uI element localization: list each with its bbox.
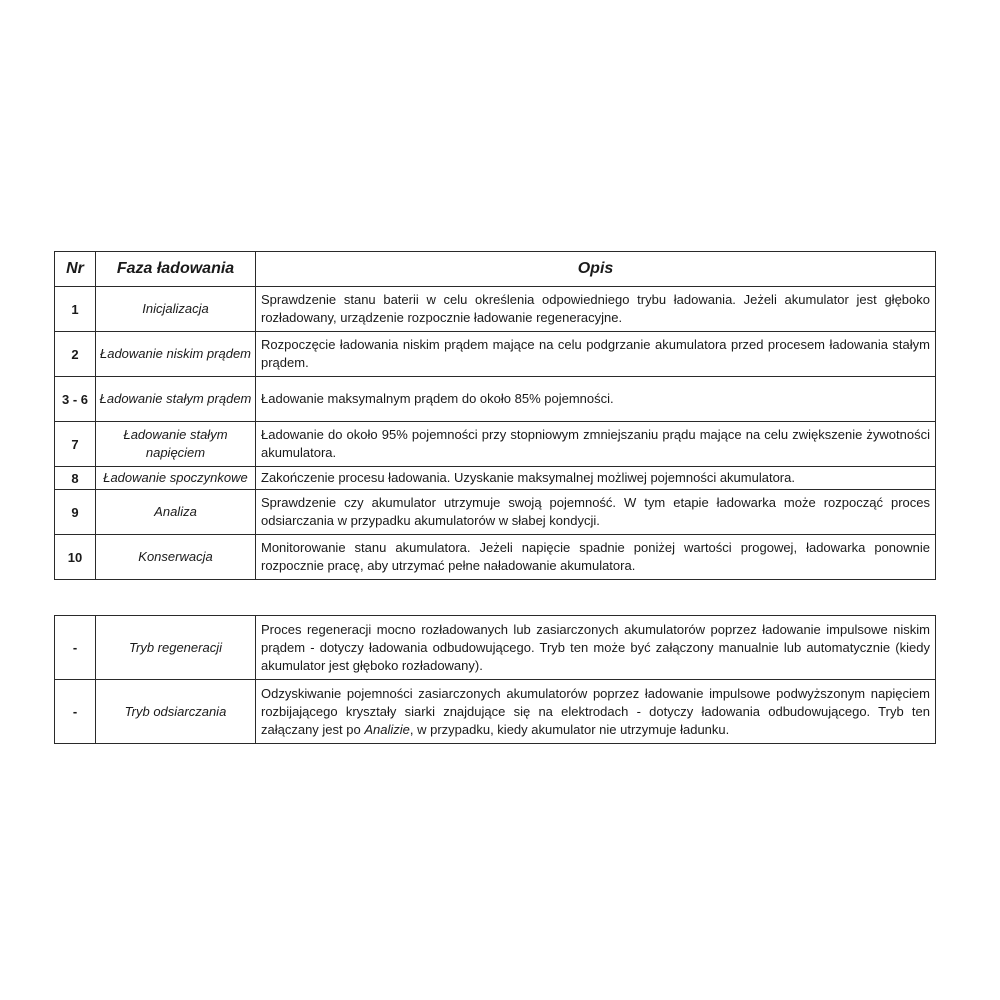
table-row	[55, 377, 936, 422]
row-number: -	[55, 616, 96, 680]
row-number: 10	[55, 535, 96, 580]
row-number: 7	[55, 422, 96, 467]
table-row	[55, 490, 936, 535]
table-row	[55, 616, 936, 680]
row-description: Rozpoczęcie ładowania niskim prądem mające na celu podgrzanie akumulatora przed procesem ładowania stałym prądem.	[256, 332, 936, 377]
row-phase-name: Ładowanie spoczynkowe	[96, 467, 256, 490]
row-phase-name: Ładowanie stałym prądem	[96, 377, 256, 422]
row-phase-name: Inicjalizacja	[96, 287, 256, 332]
charging-phases-table	[54, 251, 936, 580]
row-number: 1	[55, 287, 96, 332]
row-description: Zakończenie procesu ładowania. Uzyskanie maksymalnej możliwej pojemności akumulatora.	[256, 467, 936, 490]
table-row	[55, 535, 936, 580]
row-description: Proces regeneracji mocno rozładowanych lub zasiarczonych akumulatorów poprzez ładowanie impulsowe niskim prądem - dotyczy ładowania odbudowującego. Tryb ten może być załączony manualnie lub automatycznie (kiedy akumulator jest głęboko rozładowany).	[256, 616, 936, 680]
table-row	[55, 287, 936, 332]
special-modes-table	[54, 615, 936, 744]
row-number: 8	[55, 467, 96, 490]
row-mode-name: Tryb regeneracji	[96, 616, 256, 680]
row-phase-name: Analiza	[96, 490, 256, 535]
row-mode-name: Tryb odsiarczania	[96, 680, 256, 744]
row-description: Sprawdzenie czy akumulator utrzymuje swoją pojemność. W tym etapie ładowarka może rozpocząć proces odsiarczania w przypadku akumulatorów w słabej kondycji.	[256, 490, 936, 535]
row-description: Sprawdzenie stanu baterii w celu określenia odpowiedniego trybu ładowania. Jeżeli akumulator jest głęboko rozładowany, urządzenie rozpocznie ładowanie regeneracyjne.	[256, 287, 936, 332]
row-number: 2	[55, 332, 96, 377]
row-description: Monitorowanie stanu akumulatora. Jeżeli napięcie spadnie poniżej wartości progowej, ładowarka ponownie rozpocznie pracę, aby utrzymać pełne naładowanie akumulatora.	[256, 535, 936, 580]
row-number: -	[55, 680, 96, 744]
header-nr: Nr	[55, 252, 96, 287]
table-row	[55, 332, 936, 377]
table-row	[55, 422, 936, 467]
table-row	[55, 680, 936, 744]
row-description	[256, 680, 936, 744]
table-header-row	[55, 252, 936, 287]
table-row	[55, 467, 936, 490]
row-description: Ładowanie do około 95% pojemności przy stopniowym zmniejszaniu prądu mające na celu zwiększenie żywotności akumulatora.	[256, 422, 936, 467]
description-text: Odzyskiwanie pojemności zasiarczonych akumulatorów poprzez ładowanie impulsowe podwyższonym napięciem rozbijającego kryształy siarki znajdujące się na elektrodach - dotyczy ładowania odbudowującego. Tryb ten załączany jest po	[261, 685, 930, 737]
row-description: Ładowanie maksymalnym prądem do około 85% pojemności.	[256, 377, 936, 422]
row-phase-name: Ładowanie niskim prądem	[96, 332, 256, 377]
row-phase-name: Ładowanie stałym napięciem	[96, 422, 256, 467]
description-text: , w przypadku, kiedy akumulator nie utrzymuje ładunku.	[409, 721, 730, 737]
row-number: 3 - 6	[55, 377, 96, 422]
header-description: Opis	[256, 252, 936, 287]
row-phase-name: Konserwacja	[96, 535, 256, 580]
header-phase: Faza ładowania	[96, 252, 256, 287]
row-number: 9	[55, 490, 96, 535]
description-italic-term: Analizie	[364, 721, 410, 737]
